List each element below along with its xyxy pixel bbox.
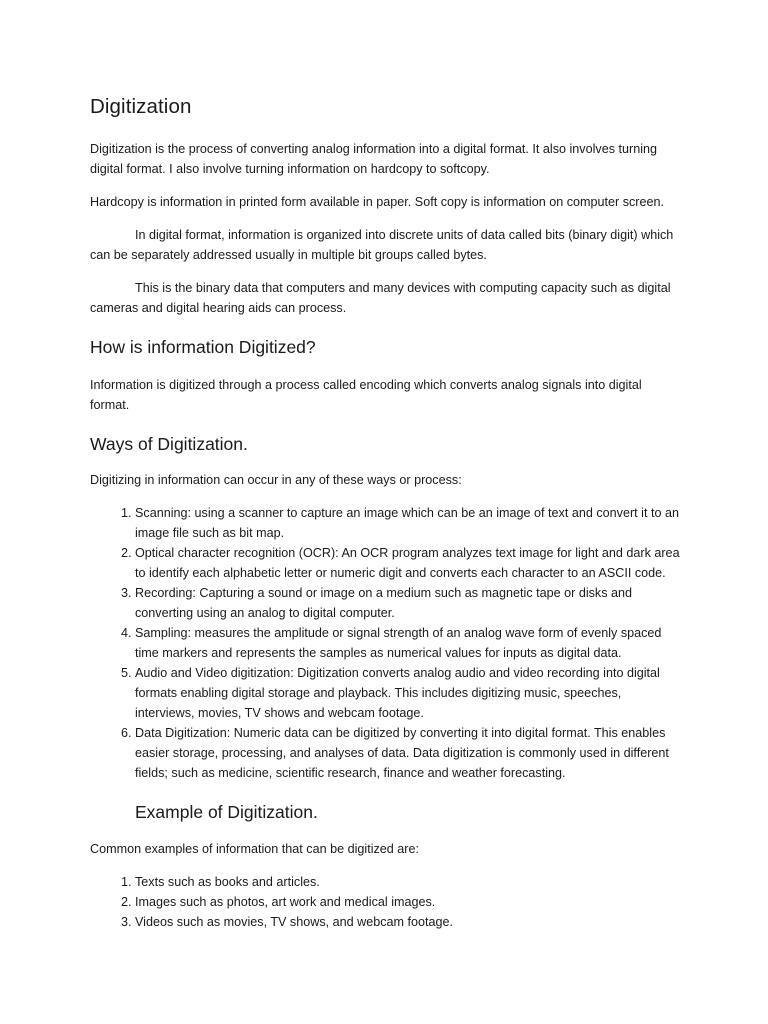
ways-intro: Digitizing in information can occur in any of these ways or process:	[90, 473, 462, 487]
examples-list	[90, 872, 680, 932]
page-title: Digitization	[90, 95, 192, 118]
document-page	[90, 92, 680, 932]
list-item: 4. Sampling: measures the amplitude or signal strength of an analog wave form of evenly spaced time markers and represents the samples as numerical values for inputs as digital data.	[135, 623, 680, 663]
intro-paragraph-1: Digitization is the process of converting analog information into a digital format. It also involves turning digital format. I also involve turning information on hardcopy to softcopy.	[90, 142, 658, 176]
list-item: 5. Audio and Video digitization: Digitization converts analog audio and video recording into digital formats enabling digital storage and playback. This includes digitizing music, speeches, interviews, movies, TV shows and webcam footage.	[135, 663, 680, 723]
intro-paragraph-2: Hardcopy is information in printed form available in paper. Soft copy is information on computer screen.	[90, 195, 664, 209]
examples-heading: Example of Digitization.	[135, 802, 318, 822]
list-item: 1. Texts such as books and articles.	[135, 872, 680, 892]
list-item: 3. Videos such as movies, TV shows, and webcam footage.	[135, 912, 680, 932]
list-item: 6. Data Digitization: Numeric data can be digitized by converting it into digital format. This enables easier storage, processing, and analyses of data. Data digitization is commonly used in different fields; such as medicine, scientific research, finance and weather forecasting.	[135, 723, 680, 783]
ways-list	[90, 503, 680, 783]
list-item: 3. Recording: Capturing a sound or image on a medium such as magnetic tape or disks and converting using an analog to digital computer.	[135, 583, 680, 623]
list-item: 2. Optical character recognition (OCR): An OCR program analyzes text image for light and dark area to identify each alphabetic letter or numeric digit and converts each character to an ASCII code.	[135, 543, 680, 583]
how-heading: How is information Digitized?	[90, 337, 316, 357]
intro-paragraph-4: This is the binary data that computers and many devices with computing capacity such as digital cameras and digital hearing aids can process.	[90, 281, 671, 315]
how-paragraph: Information is digitized through a process called encoding which converts analog signals into digital format.	[90, 378, 642, 412]
intro-paragraph-3: In digital format, information is organized into discrete units of data called bits (binary digit) which can be separately addressed usually in multiple bit groups called bytes.	[90, 228, 674, 262]
list-item: 1. Scanning: using a scanner to capture an image which can be an image of text and convert it to an image file such as bit map.	[135, 503, 680, 543]
ways-heading: Ways of Digitization.	[90, 434, 248, 454]
examples-intro: Common examples of information that can be digitized are:	[90, 842, 420, 856]
list-item: 2. Images such as photos, art work and medical images.	[135, 892, 680, 912]
